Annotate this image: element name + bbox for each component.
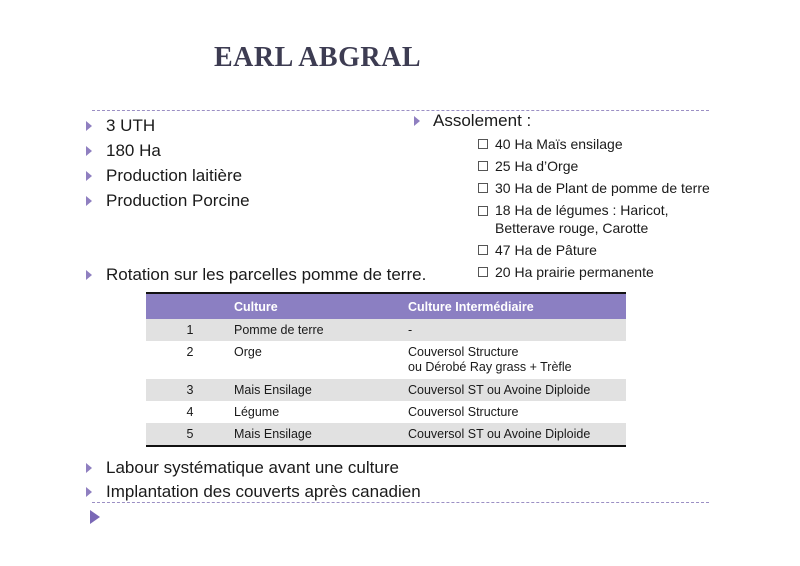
cell-culture: Orge	[234, 345, 262, 359]
cell-number: 3	[146, 379, 234, 401]
cell-culture-intermediaire: Couversol ST ou Avoine Diploide	[408, 379, 626, 401]
cell-number: 2	[186, 345, 194, 359]
bullet-arrow-icon	[86, 146, 92, 156]
cell-culture-intermediaire: Couversol Structure	[408, 405, 519, 419]
top-divider	[92, 110, 709, 111]
cell-number: 5	[146, 423, 234, 446]
cell-number: 4	[186, 405, 194, 419]
bullet-arrow-icon	[86, 463, 92, 473]
bullet-arrow-icon	[86, 121, 92, 131]
assolement-heading: Assolement :	[433, 111, 532, 130]
bottom-divider	[92, 502, 709, 503]
bullet-arrow-icon	[414, 116, 420, 126]
bullet-arrow-icon	[86, 270, 92, 280]
bullet-surface: 180 Ha	[106, 141, 161, 160]
cell-culture-intermediaire: -	[408, 319, 626, 341]
bullet-implantation: Implantation des couverts après canadien	[106, 482, 421, 501]
bullet-labour: Labour systématique avant une culture	[106, 458, 399, 477]
assolement-item: 30 Ha de Plant de pomme de terre	[495, 180, 710, 196]
column-header-culture-intermediaire: Culture Intermédiaire	[408, 293, 626, 319]
table-row	[146, 401, 626, 423]
assolement-item: 40 Ha Maïs ensilage	[495, 136, 623, 152]
checkbox-icon	[478, 267, 488, 277]
bullet-arrow-icon	[86, 171, 92, 181]
next-slide-arrow-icon[interactable]	[90, 510, 100, 524]
cell-culture-intermediaire: Couversol ST ou Avoine Diploide	[408, 423, 626, 446]
assolement-item: 18 Ha de légumes : Haricot,	[495, 202, 669, 218]
column-header-culture: Culture	[234, 293, 408, 319]
rotation-table	[146, 292, 626, 447]
table-row	[146, 423, 626, 446]
cell-line: ou Dérobé Ray grass + Trèfle	[408, 360, 572, 374]
bullet-production-laitiere: Production laitière	[106, 166, 243, 185]
bullet-arrow-icon	[86, 487, 92, 497]
assolement-item: 25 Ha d’Orge	[495, 158, 579, 174]
cell-culture: Pomme de terre	[234, 319, 408, 341]
checkbox-icon	[478, 206, 488, 216]
table-row	[146, 319, 626, 341]
rotation-heading: Rotation sur les parcelles pomme de terre.	[106, 265, 427, 284]
cell-line: Couversol Structure	[408, 345, 519, 359]
bullet-production-porcine: Production Porcine	[106, 191, 250, 210]
cell-number: 1	[146, 319, 234, 341]
assolement-item: 20 Ha prairie permanente	[495, 264, 654, 280]
cell-culture-intermediaire	[408, 341, 626, 379]
checkbox-icon	[478, 245, 488, 255]
cell-culture: Mais Ensilage	[234, 379, 408, 401]
cell-culture: Légume	[234, 405, 280, 419]
assolement-item-continued: Betterave rouge, Carotte	[495, 220, 649, 236]
bullet-uth: 3 UTH	[106, 116, 156, 135]
slide-title: EARL ABGRAL	[214, 42, 421, 73]
table-header-row	[146, 293, 626, 319]
assolement-item: 47 Ha de Pâture	[495, 242, 597, 258]
checkbox-icon	[478, 183, 488, 193]
table-row	[146, 379, 626, 401]
column-header-number	[146, 293, 234, 319]
checkbox-icon	[478, 161, 488, 171]
checkbox-icon	[478, 139, 488, 149]
table-row	[146, 341, 626, 379]
cell-culture: Mais Ensilage	[234, 423, 408, 446]
bullet-arrow-icon	[86, 196, 92, 206]
